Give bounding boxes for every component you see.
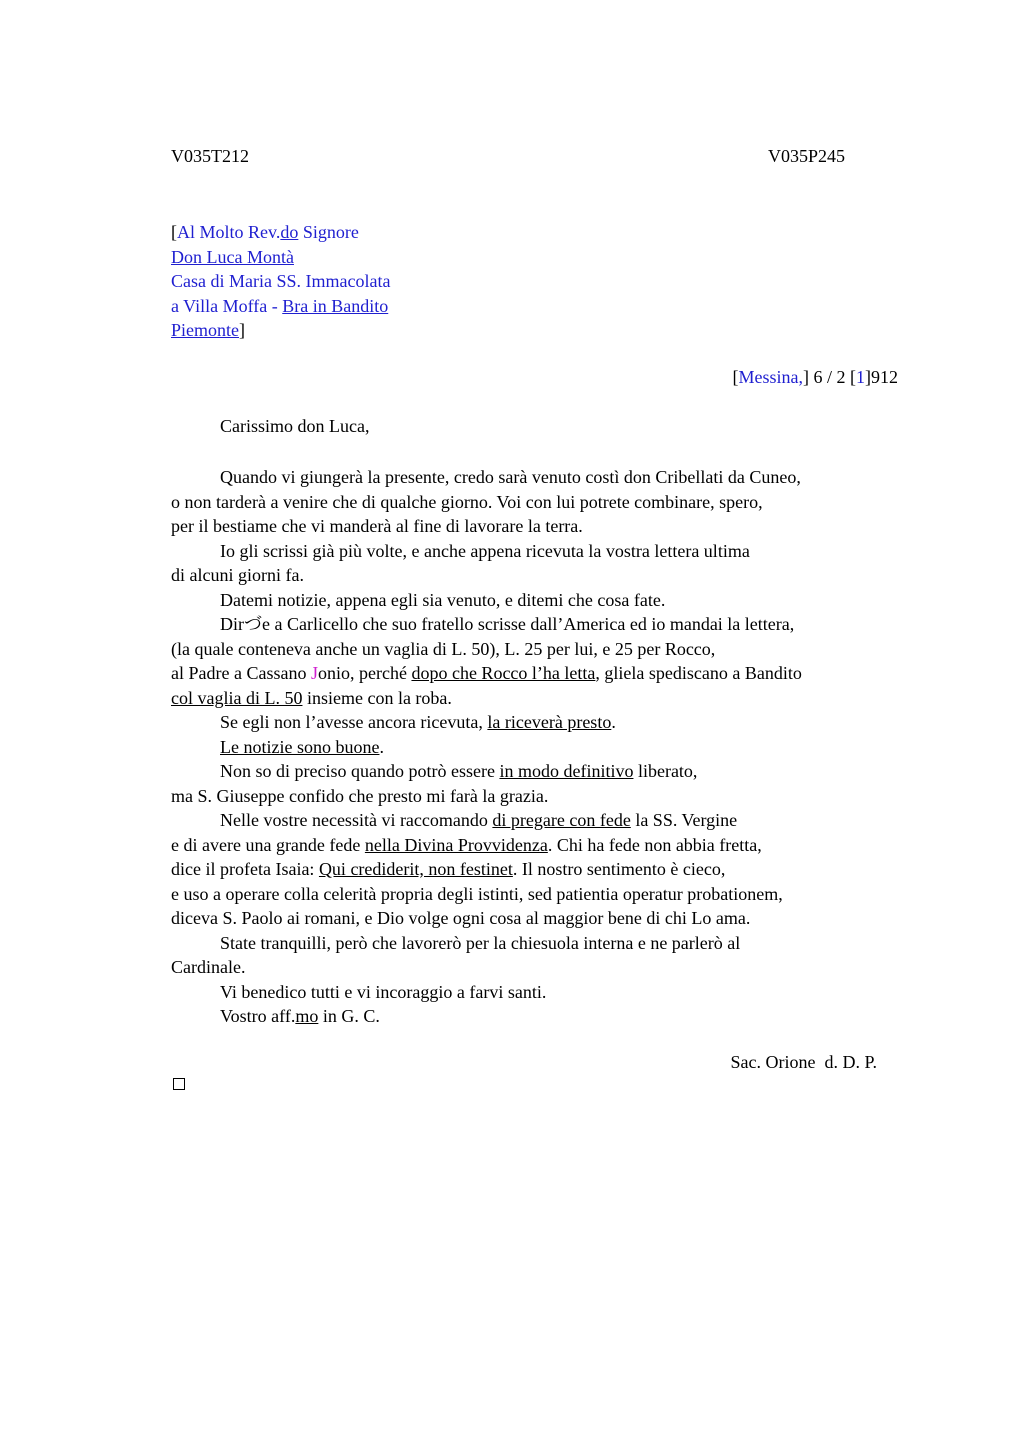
body-line: Cardinale. [171, 957, 246, 977]
body-line: Le notizie sono buone. [220, 736, 384, 757]
letter-body [171, 465, 911, 1029]
body-line: e di avere una grande fede nella Divina Provvidenza. Chi ha fede non abbia fretta, [171, 834, 762, 855]
address-line-3: Casa di Maria SS. Immacolata [171, 271, 391, 291]
body-line: e uso a operare colla celerità propria degli istinti, sed patientia operatur probationem, [171, 883, 783, 904]
archive-codes [171, 146, 845, 170]
letter-date: [Messina,] 6 / 2 [1]912 [732, 367, 898, 387]
body-line: Vostro aff.mo in G. C. [220, 1006, 380, 1026]
address-line-4: a Villa Moffa - Bra in Bandito [171, 295, 389, 316]
body-line: diceva S. Paolo ai romani, e Dio volge ogni cosa al maggior bene di chi Lo ama. [171, 908, 751, 928]
salutation: Carissimo don Luca, [220, 416, 370, 436]
body-line: State tranquilli, però che lavorerò per la chiesuola interna e ne parlerò al [220, 932, 741, 953]
checkbox-square-icon [173, 1078, 185, 1090]
body-line: al Padre a Cassano Jonio, perché dopo che Rocco l’ha letta, gliela spediscano a Bandito [171, 663, 802, 683]
body-line: di alcuni giorni fa. [171, 565, 304, 585]
body-line: Quando vi giungerà la presente, credo sarà venuto costì don Cribellati da Cuneo, [220, 467, 801, 487]
signature: Sac. Orione d. D. P. [730, 1052, 877, 1072]
body-line: o non tarderà a venire che di qualche giorno. Voi con lui potrete combinare, spero, [171, 491, 763, 512]
body-line: Io gli scrissi già più volte, e anche appena ricevuta la vostra lettera ultima [220, 540, 750, 561]
body-line: Datemi notizie, appena egli sia venuto, e ditemi che cosa fate. [220, 589, 666, 610]
archive-code-right: V035P245 [767, 146, 845, 166]
body-line: col vaglia di L. 50 insieme con la roba. [171, 687, 452, 708]
body-line: per il bestiame che vi manderà al fine di lavorare la terra. [171, 516, 583, 536]
body-line: ma S. Giuseppe confido che presto mi farà la grazia. [171, 785, 549, 806]
address-line-2: Don Luca Montà [171, 246, 294, 267]
body-line: Se egli non l’avesse ancora ricevuta, la riceverà presto. [220, 712, 616, 732]
body-line: Non so di preciso quando potrò essere in modo definitivo liberato, [220, 761, 698, 781]
body-line: (la quale conteneva anche un vaglia di L. 50), L. 25 per lui, e 25 per Rocco, [171, 638, 716, 659]
body-line: Vi benedico tutti e vi incoraggio a farvi santi. [220, 981, 547, 1002]
recipient-address [171, 220, 390, 343]
body-line: Dirづe a Carlicello che suo fratello scrisse dall’America ed io mandai la lettera, [220, 614, 795, 634]
body-line: Nelle vostre necessità vi raccomando di pregare con fede la SS. Vergine [220, 810, 738, 830]
archive-code-left: V035T212 [171, 146, 249, 166]
body-line: dice il profeta Isaia: Qui crediderit, non festinet. Il nostro sentimento è cieco, [171, 859, 726, 879]
address-line-5: Piemonte] [171, 320, 245, 340]
address-line-1: [Al Molto Rev.do Signore [171, 222, 359, 242]
